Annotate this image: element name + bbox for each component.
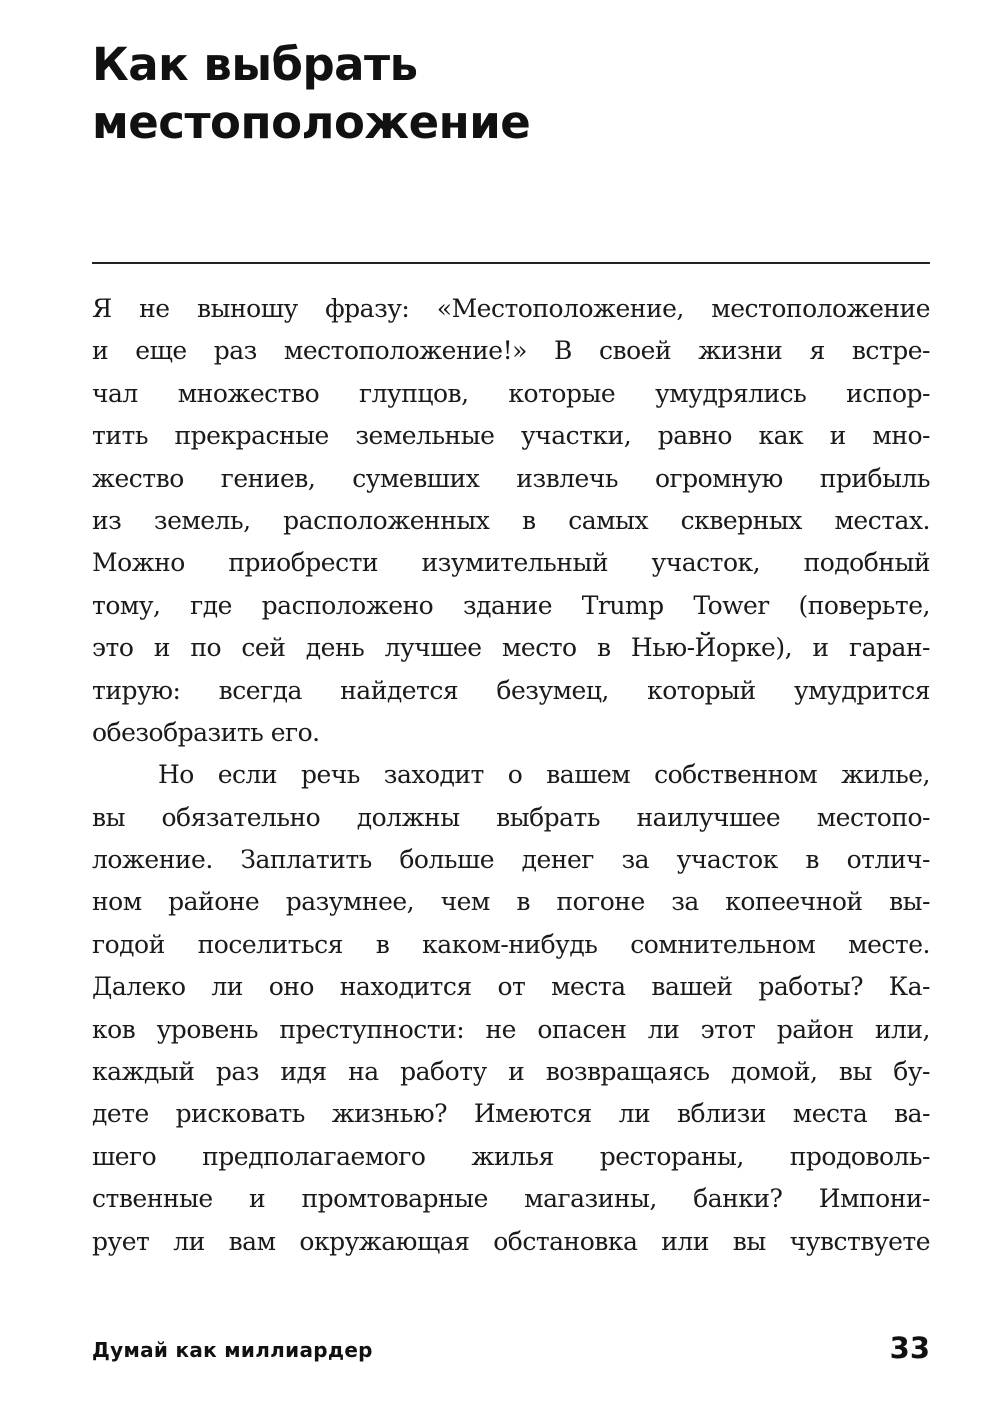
text-line: годой поселиться в каком-нибудь сомнительном месте.: [92, 929, 930, 959]
chapter-title-line: местоположение: [92, 96, 531, 149]
text-line: шего предполагаемого жилья рестораны, продоволь-: [92, 1141, 930, 1171]
text-line: ложение. Заплатить больше денег за участок в отлич-: [92, 845, 930, 875]
text-line: дете рисковать жизнью? Имеются ли вблизи места ва-: [92, 1099, 930, 1129]
text-line: тить прекрасные земельные участки, равно как и мно-: [92, 421, 930, 451]
title-divider: [92, 262, 930, 264]
body-text: [92, 288, 930, 1263]
paragraph-1: [92, 288, 930, 754]
text-line: рует ли вам окружающая обстановка или вы чувствуете: [92, 1226, 930, 1256]
text-line: тому, где расположено здание Trump Tower (поверьте,: [92, 590, 930, 620]
page-number: 33: [889, 1331, 930, 1365]
text-line: жество гениев, сумевших извлечь огромную прибыль: [92, 463, 930, 493]
paragraph-2: [92, 754, 930, 1263]
text-line: вы обязательно должны выбрать наилучшее местопо-: [92, 802, 930, 832]
text-line: тирую: всегда найдется безумец, который умудрится: [92, 675, 930, 705]
text-line: каждый раз идя на работу и возвращаясь домой, вы бу-: [92, 1057, 930, 1087]
text-line: Далеко ли оно находится от места вашей работы? Ка-: [92, 972, 930, 1002]
text-line: ственные и промтоварные магазины, банки? Импони-: [92, 1184, 930, 1214]
text-line: Но если речь заходит о вашем собственном жилье,: [158, 760, 930, 790]
text-line: ков уровень преступности: не опасен ли этот район или,: [92, 1014, 930, 1044]
chapter-title-line: Как выбрать: [92, 38, 418, 91]
text-line: Можно приобрести изумительный участок, подобный: [92, 548, 930, 578]
text-line: ном районе разумнее, чем в погоне за копеечной вы-: [92, 887, 930, 917]
text-line: Я не выношу фразу: «Местоположение, местоположение: [92, 294, 930, 323]
running-title: Думай как миллиардер: [92, 1338, 373, 1362]
text-line: и еще раз местоположение!» В своей жизни я встре-: [92, 336, 930, 366]
text-line: из земель, расположенных в самых скверных местах.: [92, 505, 930, 535]
text-line: это и по сей день лучшее место в Нью-Йорке), и гаран-: [92, 633, 930, 663]
text-line: обезобразить его.: [92, 717, 320, 747]
chapter-title: [92, 36, 912, 152]
text-line: чал множество глупцов, которые умудрялись испор-: [92, 378, 930, 408]
